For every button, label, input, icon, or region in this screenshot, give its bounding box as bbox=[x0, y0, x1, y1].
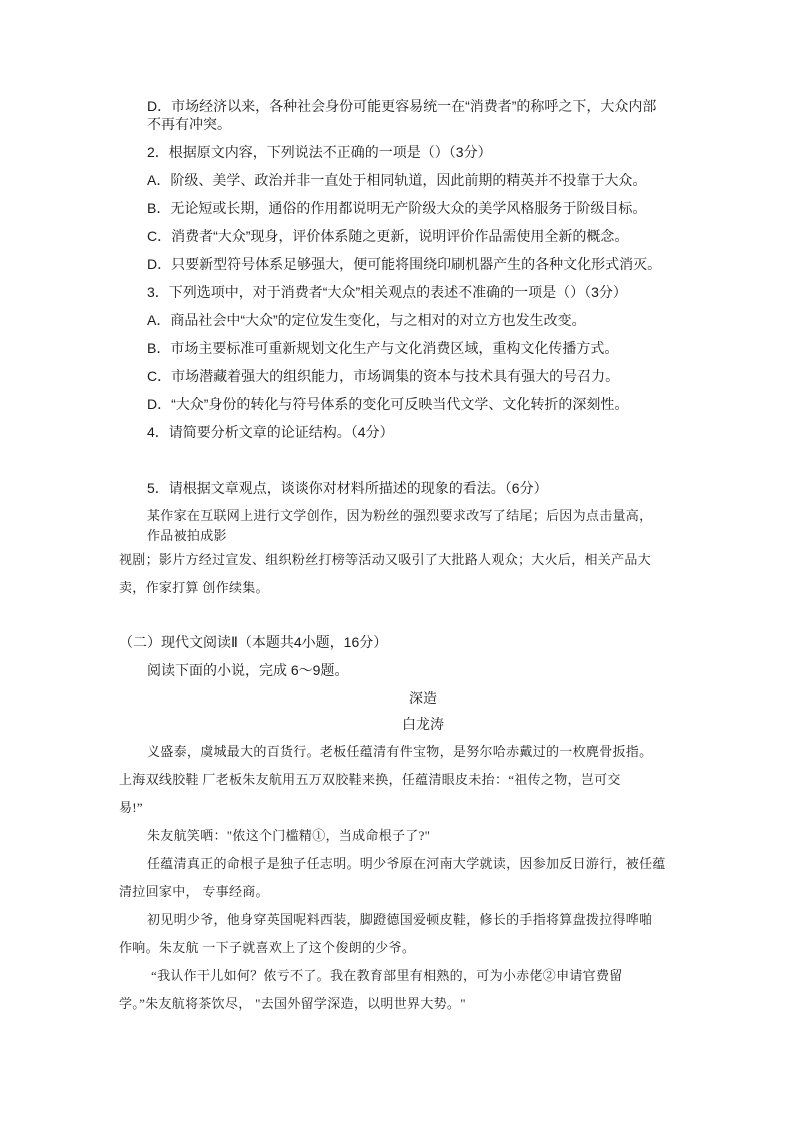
q3-option-a: A．商品社会中“大众”的定位发生变化，与之相对的对立方也发生改变。 bbox=[147, 312, 586, 328]
material-line-4: 卖，作家打算 创作续集。 bbox=[119, 580, 269, 595]
question-4: 4．请简要分析文章的论证结构。（4分） bbox=[147, 424, 394, 440]
q3-option-b: B．市场主要标准可重新规划文化生产与文化消费区域，重构文化传播方式。 bbox=[147, 340, 619, 356]
section-heading: （二）现代文阅读Ⅱ（本题共4小题，16分） bbox=[119, 634, 388, 650]
story-line-10: 学。”朱友航将茶饮尽， "去国外留学深造，以明世界大势。" bbox=[119, 996, 466, 1011]
material-line-3: 视剧；影片方经过宣发、组织粉丝打榜等活动又吸引了大批路人观众；大火后，相关产品大 bbox=[119, 552, 652, 567]
story-line-3: 易!” bbox=[119, 800, 143, 815]
story-line-7: 初见明少爷，他身穿英国呢料西装，脚蹬德国爱顿皮鞋，修长的手指将算盘拨拉得哗啪 bbox=[147, 912, 653, 927]
story-line-4: 朱友航笑哂："侬这个门槛精①，当成命根子了?" bbox=[147, 828, 431, 843]
q3-option-c: C．市场潜藏着强大的组织能力，市场调集的资本与技术具有强大的号召力。 bbox=[147, 368, 620, 384]
question-5: 5．请根据文章观点，谈谈你对材料所描述的现象的看法。（6分） bbox=[147, 480, 548, 496]
story-line-5: 任蕴清真正的命根子是独子任志明。明少爷原在河南大学就读，因参加反日游行，被任蕴 bbox=[147, 856, 666, 871]
story-line-8: 作响。朱友航 一下子就喜欢上了这个俊朗的少爷。 bbox=[119, 940, 416, 955]
q2-option-d: D．只要新型符号体系足够强大，便可能将围绕印刷机器产生的各种文化形式消灭。 bbox=[147, 256, 662, 272]
story-line-1: 义盛泰，虞城最大的百货行。老板任蕴清有件宝物，是努尔哈赤戴过的一枚麂骨扳指。 bbox=[147, 744, 653, 759]
story-line-2: 上海双线胶鞋 厂老板朱友航用五万双胶鞋来换，任蕴清眼皮未抬：“祖传之物，岂可交 bbox=[119, 772, 621, 787]
story-author: 白龙涛 bbox=[402, 716, 444, 732]
q3-option-d: D．“大众”身份的转化与符号体系的变化可反映当代文学、文化转折的深刻性。 bbox=[147, 396, 629, 412]
story-title: 深造 bbox=[409, 690, 437, 706]
q2-option-a: A．阶级、美学、政治并非一直处于相同轨道，因此前期的精英并不投靠于大众。 bbox=[147, 172, 647, 188]
material-line-1: 某作家在互联网上进行文学创作，因为粉丝的强烈要求改写了结尾；后因为点击量高， bbox=[147, 508, 653, 523]
question-2: 2．根据原文内容，下列说法不正确的一项是（）（3分） bbox=[147, 144, 492, 160]
q2-option-b: B．无论短或长期，通俗的作用都说明无产阶级大众的美学风格服务于阶级目标。 bbox=[147, 200, 647, 216]
story-line-6: 清拉回家中， 专事经商。 bbox=[119, 884, 269, 899]
question-3: 3．下列选项中，对于消费者“大众”相关观点的表述不准确的一项是（）（3分） bbox=[147, 284, 627, 300]
option-d-q1-line2: 不再有冲突。 bbox=[147, 116, 231, 132]
q2-option-c: C．消费者“大众”现身，评价体系随之更新，说明评价作品需使用全新的概念。 bbox=[147, 228, 629, 244]
option-d-q1-line1: D．市场经济以来，各种社会身份可能更容易统一在“消费者”的称呼之下，大众内部 bbox=[147, 98, 657, 114]
material-line-2: 作品被拍成影 bbox=[147, 528, 227, 543]
story-line-9: “我认作干儿如何？侬亏不了。我在教育部里有相熟的，可为小赤佬②申请官费留 bbox=[151, 968, 623, 983]
section-instruction: 阅读下面的小说，完成 6～9题。 bbox=[147, 662, 349, 678]
